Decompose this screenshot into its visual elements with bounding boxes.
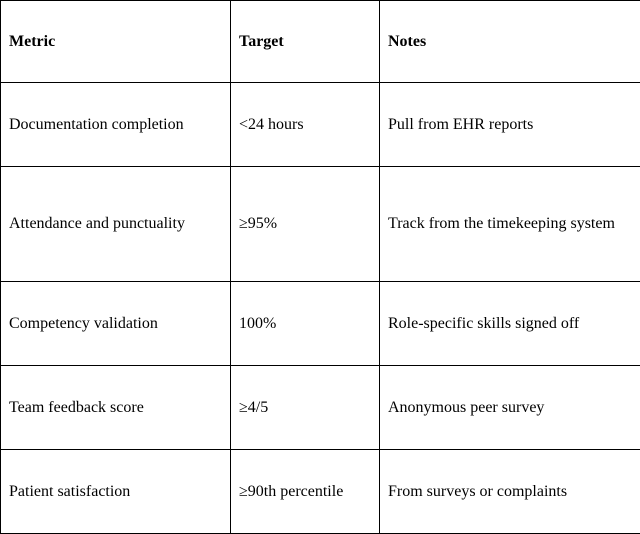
header-notes: Notes <box>380 1 640 83</box>
metric-cell: Competency validation <box>1 282 231 366</box>
header-metric: Metric <box>1 1 231 83</box>
notes-cell: Role-specific skills signed off <box>380 282 640 366</box>
metric-cell: Documentation completion <box>1 83 231 167</box>
table-row <box>1 450 640 534</box>
target-cell: ≥4/5 <box>231 366 380 450</box>
metric-cell: Team feedback score <box>1 366 231 450</box>
notes-cell: Anonymous peer survey <box>380 366 640 450</box>
table-row <box>1 366 640 450</box>
notes-cell: Track from the timekeeping system <box>380 167 640 282</box>
table-header-row <box>1 1 640 83</box>
notes-cell: Pull from EHR reports <box>380 83 640 167</box>
target-cell: ≥90th percentile <box>231 450 380 534</box>
table-row <box>1 167 640 282</box>
notes-cell: From surveys or complaints <box>380 450 640 534</box>
metric-cell: Patient satisfaction <box>1 450 231 534</box>
table-row <box>1 282 640 366</box>
target-cell: ≥95% <box>231 167 380 282</box>
metric-cell: Attendance and punctuality <box>1 167 231 282</box>
target-cell: <24 hours <box>231 83 380 167</box>
table-row <box>1 83 640 167</box>
header-target: Target <box>231 1 380 83</box>
target-cell: 100% <box>231 282 380 366</box>
